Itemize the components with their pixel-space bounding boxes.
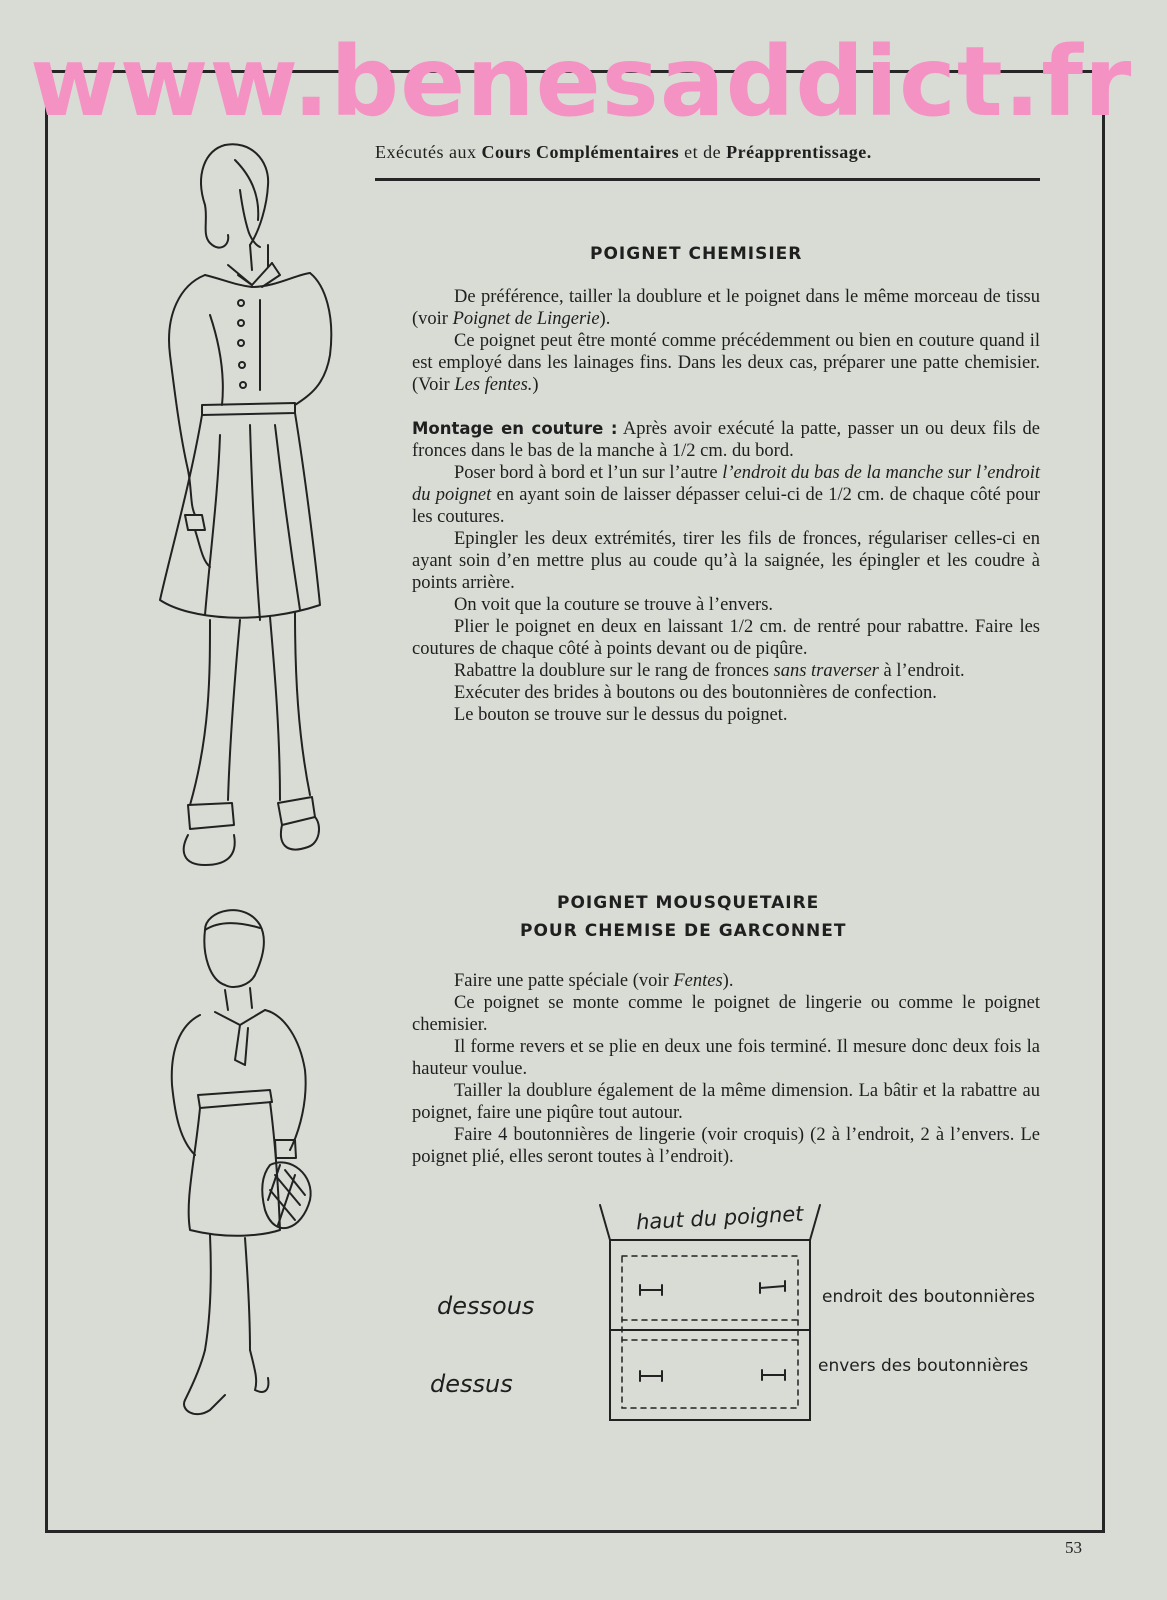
diagram-right-top-label: endroit des boutonnières bbox=[822, 1287, 1036, 1307]
section1-body: De préférence, tailler la doublure et le poignet dans le même morceau de tissu (voir Poignet de Lingerie). Ce poignet peut être monté comme précédemment ou bien en couture quand il est employé dans les lainages fins. Dans les deux cas, préparer une patte chemisier. (Voir Les fentes.) Montage en couture : Après avoir exécuté la patte, passer un ou deux fils de fronces dans le bas de la manche à 1/2 cm. du bord. Poser bord à bord et l’un sur l’autre l’endroit du bas de la manche sur l’endroit du poignet en ayant soin de laisser dépasser celui-ci de 1/2 cm. de chaque côté pour les coutures. Epingler les deux extrémités, tirer les fils de fronces, régulariser celles-ci en ayant soin d’en mettre plus au coude qu’à la saignée, les épingler et les coudre à points arrière. On voit que la couture se trouve à l’envers. Plier le poignet en deux en laissant 1/2 cm. de rentré pour rabattre. Faire les coutures de chaque côté à points devant ou de piqûre. Rabattre la doublure sur le rang de fronces sans traverser à l’endroit. Exécuter des brides à boutons ou des boutonnières de confection. Le bouton se trouve sur le dessus du poignet. bbox=[412, 287, 1040, 725]
diagram-right-bottom-label: envers des boutonnières bbox=[818, 1356, 1029, 1376]
section1-title: POIGNET CHEMISIER bbox=[590, 244, 803, 264]
section2-title-line2: POUR CHEMISE DE GARCONNET bbox=[520, 921, 847, 941]
cuff-diagram bbox=[590, 1200, 830, 1430]
diagram-left-bottom-label: dessus bbox=[430, 1370, 513, 1398]
watermark: www.benesaddict.fr bbox=[30, 26, 1133, 138]
girl-illustration bbox=[110, 135, 370, 895]
page-number: 53 bbox=[1065, 1538, 1082, 1557]
page-header: Exécutés aux Cours Complémentaires et de Préapprentissage. bbox=[375, 142, 872, 162]
section2-title-line1: POIGNET MOUSQUETAIRE bbox=[557, 893, 820, 913]
diagram-left-top-label: dessous bbox=[437, 1292, 535, 1320]
section2-body: Faire une patte spéciale (voir Fentes). Ce poignet se monte comme le poignet de lingerie ou comme le poignet chemisier. Il forme revers et se plie en deux une fois terminé. Il mesure donc deux fois la hauteur voulue. Tailler la doublure également de la même dimension. La bâtir et la rabattre au poignet, faire une piqûre tout autour. Faire 4 boutonnières de lingerie (voir croquis) (2 à l’endroit, 2 à l’envers. Le poignet plié, elles seront toutes à l’endroit). bbox=[412, 971, 1040, 1167]
boy-illustration bbox=[150, 900, 350, 1440]
diagram-top-label: haut du poignet bbox=[635, 1201, 805, 1235]
header-rule bbox=[375, 178, 1040, 181]
